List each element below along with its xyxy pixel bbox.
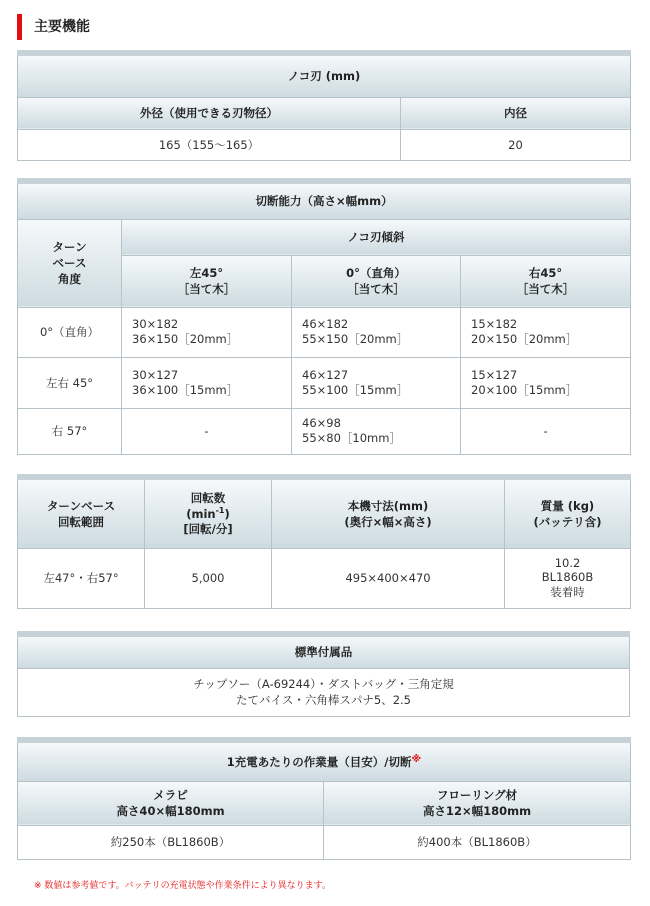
turn-base-angle-header xyxy=(18,219,122,307)
dimensions-header xyxy=(272,477,505,548)
header-line: 本機寸法(mm) xyxy=(347,498,429,513)
rpm-value: 5,000 xyxy=(145,548,272,608)
header-line: 高さ40×幅180mm xyxy=(116,804,225,818)
cell xyxy=(122,307,292,357)
cell: - xyxy=(122,408,292,454)
flooring-header xyxy=(324,781,631,825)
header-line: メラピ xyxy=(153,788,188,802)
row-label: 左右 45° xyxy=(18,357,122,408)
rpm-unit-close: ) xyxy=(224,507,230,522)
accessory-line: たてバイス・六角棒スパナ5、2.5 xyxy=(236,693,411,707)
row-label: 0°（直角） xyxy=(18,307,122,357)
accessories-list xyxy=(18,668,630,716)
turn-base-header-line: 角度 xyxy=(58,272,81,286)
cell-line: 30×127 xyxy=(132,367,179,382)
weight-value xyxy=(505,548,631,608)
page-title: 主要機能 xyxy=(17,14,90,40)
header-line: 質量 (kg) xyxy=(540,498,595,513)
accessories-table xyxy=(17,631,630,717)
cell-line: 15×127 xyxy=(471,367,518,382)
header-line: (奥行×幅×高さ) xyxy=(344,514,432,529)
cell-line: 46×127 xyxy=(302,367,349,382)
header-line: (バッテリ含) xyxy=(533,514,602,529)
blade-header: ノコ刃 (mm) xyxy=(18,53,631,97)
turn-base-header-line: ターン xyxy=(52,240,87,254)
header-line: ターンベース xyxy=(46,498,116,513)
table-row xyxy=(18,357,631,408)
turn-range-value: 左47°・右57° xyxy=(18,548,145,608)
weight-line: 装着時 xyxy=(550,585,585,599)
turn-range-header xyxy=(18,477,145,548)
row-label: 右 57° xyxy=(18,408,122,454)
cell xyxy=(122,357,292,408)
meranti-header xyxy=(18,781,324,825)
column-line: 右45° xyxy=(528,266,563,280)
dimensions-value: 495×400×470 xyxy=(272,548,505,608)
header-line: 高さ12×幅180mm xyxy=(422,804,532,818)
cell xyxy=(292,307,461,357)
header-line: 回転数 xyxy=(190,491,226,506)
note-mark: ※ xyxy=(411,753,422,765)
cell-line: 55×80［10mm］ xyxy=(302,431,401,445)
blade-tilt-header: ノコ刃傾斜 xyxy=(122,219,631,255)
tilt-right45-header xyxy=(461,255,631,307)
cell: - xyxy=(461,408,631,454)
accessory-line: チップソー（A-69244）・ダストバッグ・三角定規 xyxy=(193,677,454,691)
header-line: [回転/分] xyxy=(183,522,233,537)
turn-base-header-line: ベース xyxy=(52,256,87,270)
header-line: フローリング材 xyxy=(436,788,518,802)
blade-outer-header: 外径（使用できる刃物径） xyxy=(18,97,401,129)
work-header-text: 1充電あたりの作業量（目安）/切断 xyxy=(226,754,412,769)
specs-table xyxy=(17,474,631,609)
cell-line: 36×150［20mm］ xyxy=(132,332,239,346)
cell-line: 46×182 xyxy=(302,317,349,331)
tilt-0-header xyxy=(292,255,461,307)
rpm-header xyxy=(145,477,272,548)
cutting-header: 切断能力（高さ×幅mm） xyxy=(18,181,631,219)
work-header xyxy=(18,740,631,781)
cell-line: 36×100［15mm］ xyxy=(132,382,239,397)
cutting-table xyxy=(17,178,631,455)
cell-line: 55×150［20mm］ xyxy=(302,332,409,346)
column-line: 0°（直角） xyxy=(346,266,406,280)
accessories-header: 標準付属品 xyxy=(18,634,630,668)
blade-table xyxy=(17,50,631,161)
rpm-unit-sup: -1 xyxy=(215,506,225,516)
cell-line: 46×98 xyxy=(302,416,341,430)
cell xyxy=(461,307,631,357)
flooring-value: 約400本（BL1860B） xyxy=(324,825,631,859)
blade-inner-value: 20 xyxy=(401,129,631,160)
cell xyxy=(461,357,631,408)
column-line: 左45° xyxy=(189,266,224,280)
cell-line: 20×100［15mm］ xyxy=(471,382,578,397)
cell xyxy=(292,357,461,408)
header-line: 回転範囲 xyxy=(58,514,104,529)
column-line: ［当て木］ xyxy=(516,282,575,296)
cell-line: 30×182 xyxy=(132,317,179,331)
footnote: ※ 数値は参考値です。バッテリの充電状態や作業条件により異なります。 xyxy=(34,881,331,891)
cell-line: 20×150［20mm］ xyxy=(471,332,578,346)
column-line: ［当て木］ xyxy=(177,282,236,296)
weight-header xyxy=(505,477,631,548)
weight-line: 10.2 xyxy=(554,556,581,570)
tilt-left45-header xyxy=(122,255,292,307)
blade-outer-value: 165（155～165） xyxy=(18,129,401,160)
work-table xyxy=(17,737,631,860)
cell xyxy=(292,408,461,454)
column-line: ［当て木］ xyxy=(347,282,405,296)
header-line xyxy=(145,506,271,521)
rpm-unit: (min xyxy=(186,507,216,522)
cell-line: 15×182 xyxy=(471,317,518,331)
cell-line: 55×100［15mm］ xyxy=(302,382,409,397)
table-row xyxy=(18,408,631,454)
meranti-value: 約250本（BL1860B） xyxy=(18,825,324,859)
weight-line: BL1860B xyxy=(541,570,594,584)
blade-inner-header: 内径 xyxy=(401,97,631,129)
table-row xyxy=(18,307,631,357)
